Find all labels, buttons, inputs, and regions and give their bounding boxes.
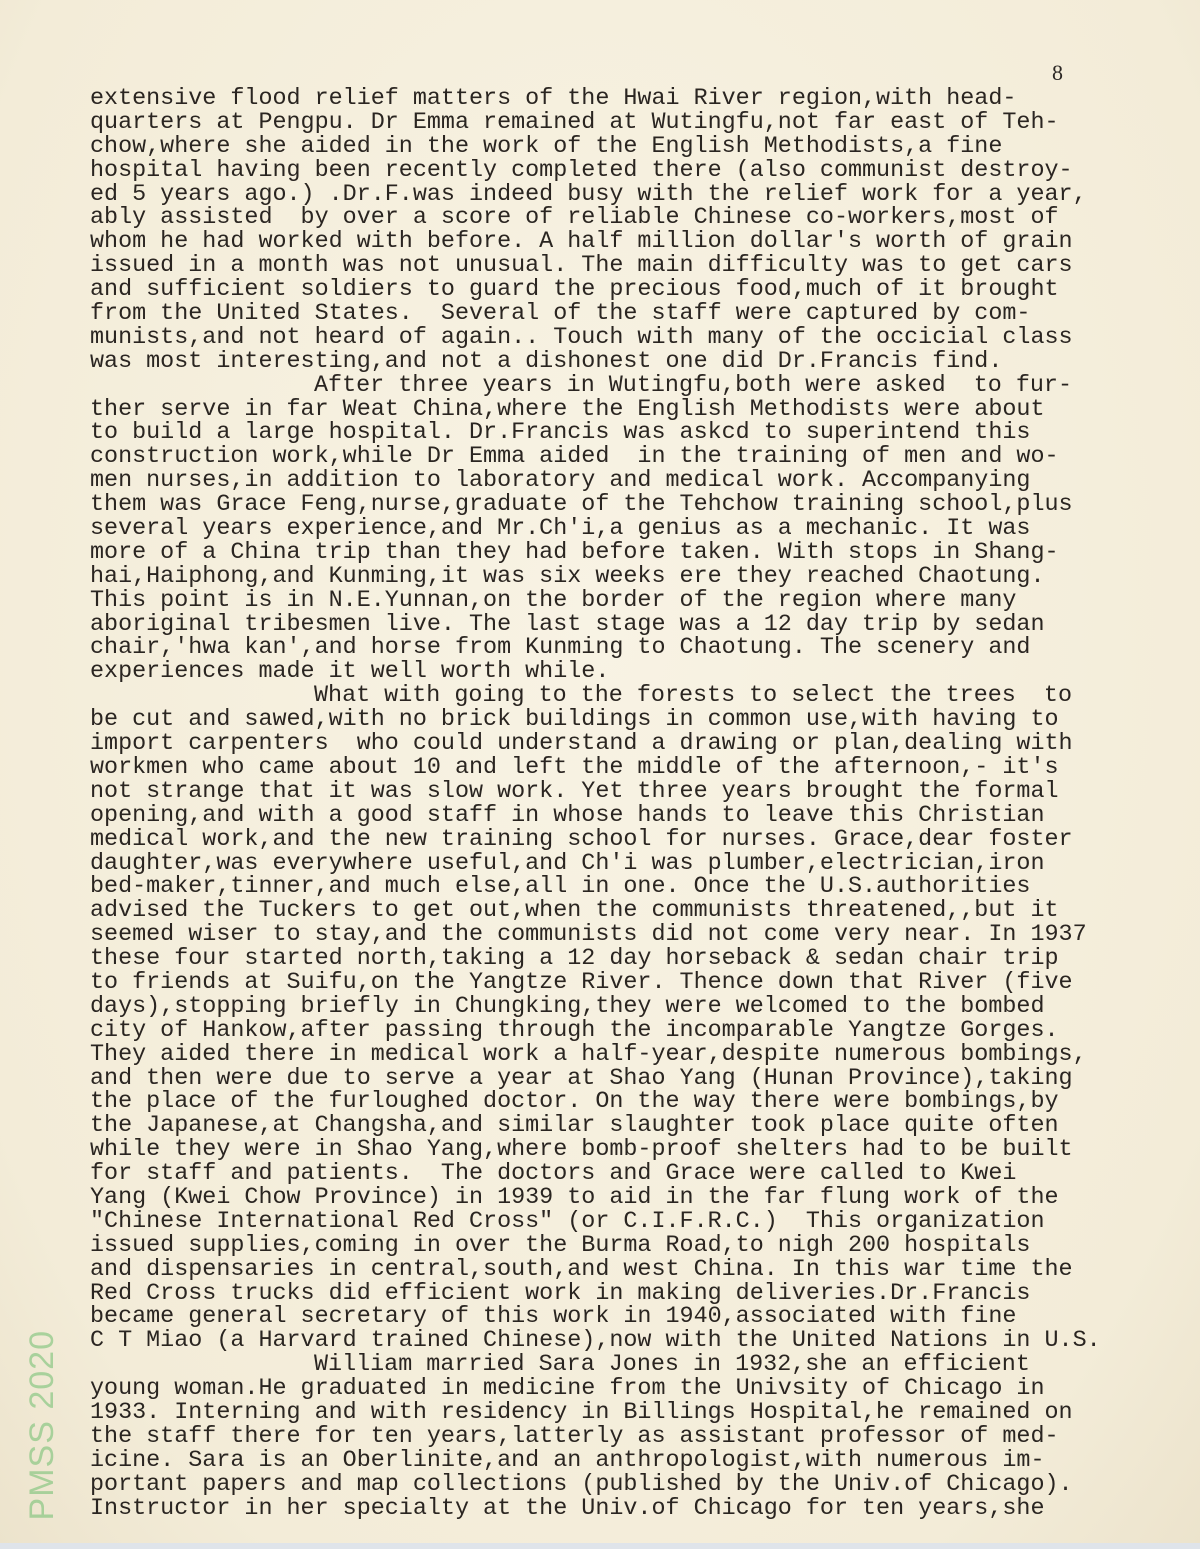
text-line: This point is in N.E.Yunnan,on the border of the region where many <box>90 587 1017 614</box>
text-line: aboriginal tribesmen live. The last stage was a 12 day trip by sedan <box>90 611 1045 638</box>
text-line: After three years in Wutingfu,both were asked to fur- <box>314 372 1072 399</box>
text-line: chow,where she aided in the work of the English Methodists,a fine <box>90 133 1003 160</box>
text-line: for staff and patients. The doctors and Grace were called to Kwei <box>90 1161 1017 1188</box>
text-line: 1933. Interning and with residency in Billings Hospital,he remained on <box>90 1399 1073 1426</box>
text-line: They aided there in medical work a half-year,despite numerous bombings, <box>90 1041 1087 1068</box>
text-line: from the United States. Several of the staff were captured by com- <box>90 301 1031 328</box>
text-line: William married Sara Jones in 1932,she an efficient <box>314 1352 1030 1379</box>
text-line: ably assisted by over a score of reliable Chinese co-workers,most of <box>90 205 1059 232</box>
text-line: and dispensaries in central,south,and west China. In this war time the <box>90 1256 1073 1283</box>
text-line: men nurses,in addition to laboratory and medical work. Accompanying <box>90 468 1031 495</box>
text-line: these four started north,taking a 12 day horseback & sedan chair trip <box>90 946 1059 973</box>
text-line: them was Grace Feng,nurse,graduate of the Tehchow training school,plus <box>90 492 1073 519</box>
text-line: workmen who came about 10 and left the middle of the afternoon,- it's <box>90 754 1059 781</box>
text-line: hospital having been recently completed there (also communist destroy- <box>90 157 1073 184</box>
text-line: several years experience,and Mr.Ch'i,a genius as a mechanic. It was <box>90 516 1031 543</box>
text-line: and then were due to serve a year at Shao Yang (Hunan Province),taking <box>90 1065 1073 1092</box>
text-line: to build a large hospital. Dr.Francis was askcd to superintend this <box>90 420 1031 447</box>
text-line: Instructor in her specialty at the Univ.of Chicago for ten years,she <box>90 1495 1045 1522</box>
text-line: became general secretary of this work in 1940,associated with fine <box>90 1304 1017 1331</box>
text-line: hai,Haiphong,and Kunming,it was six weeks ere they reached Chaotung. <box>90 563 1045 590</box>
text-line: opening,and with a good staff in whose hands to leave this Christian <box>90 802 1045 829</box>
text-line: import carpenters who could understand a drawing or plan,dealing with <box>90 731 1073 758</box>
text-line: ther serve in far Weat China,where the English Methodists were about <box>90 396 1045 423</box>
text-line: "Chinese International Red Cross" (or C.I.F.R.C.) This organization <box>90 1208 1045 1235</box>
text-line: days),stopping briefly in Chungking,they were welcomed to the bombed <box>90 993 1045 1020</box>
text-line: portant papers and map collections (published by the Univ.of Chicago). <box>90 1471 1073 1498</box>
text-line: medical work,and the new training school for nurses. Grace,dear foster <box>90 826 1073 853</box>
text-line: chair,'hwa kan',and horse from Kunming to Chaotung. The scenery and <box>90 635 1031 662</box>
text-line: seemed wiser to stay,and the communists did not come very near. In 1937 <box>90 922 1087 949</box>
text-line: whom he had worked with before. A half million dollar's worth of grain <box>90 229 1073 256</box>
text-line: Red Cross trucks did efficient work in making deliveries.Dr.Francis <box>90 1280 1031 1307</box>
text-line: Yang (Kwei Chow Province) in 1939 to aid in the far flung work of the <box>90 1184 1059 1211</box>
text-line: issued in a month was not unusual. The main difficulty was to get cars <box>90 253 1073 280</box>
text-line: was most interesting,and not a dishonest one did Dr.Francis find. <box>90 348 1003 375</box>
text-line: bed-maker,tinner,and much else,all in one. Once the U.S.authorities <box>90 874 1031 901</box>
text-line: C T Miao (a Harvard trained Chinese),now with the United Nations in U.S. <box>90 1328 1101 1355</box>
watermark: PMSS 2020 <box>23 1330 61 1521</box>
text-line: to friends at Suifu,on the Yangtze River. Thence down that River (five <box>90 969 1073 996</box>
text-line: daughter,was everywhere useful,and Ch'i was plumber,electrician,iron <box>90 850 1045 877</box>
document-body <box>90 88 1101 1521</box>
text-line: issued supplies,coming in over the Burma Road,to nigh 200 hospitals <box>90 1232 1031 1259</box>
text-line: ed 5 years ago.) .Dr.F.was indeed busy with the relief work for a year, <box>90 181 1087 208</box>
page-number: 8 <box>1052 60 1063 85</box>
text-line: quarters at Pengpu. Dr Emma remained at Wutingfu,not far east of Teh- <box>90 109 1059 136</box>
text-line: the place of the furloughed doctor. On the way there were bombings,by <box>90 1089 1059 1116</box>
text-line: while they were in Shao Yang,where bomb-proof shelters had to be built <box>90 1137 1073 1164</box>
text-line: What with going to the forests to select the trees to <box>314 683 1072 710</box>
text-line: extensive flood relief matters of the Hwai River region,with head- <box>90 86 1017 112</box>
text-line: city of Hankow,after passing through the incomparable Yangtze Gorges. <box>90 1017 1059 1044</box>
text-line: the Japanese,at Changsha,and similar slaughter took place quite often <box>90 1113 1059 1140</box>
text-line: more of a China trip than they had before taken. With stops in Shang- <box>90 539 1059 566</box>
scan-edge <box>0 1543 1200 1549</box>
text-line: advised the Tuckers to get out,when the communists threatened,,but it <box>90 898 1059 925</box>
text-line: young woman.He graduated in medicine from the Univsity of Chicago in <box>90 1376 1045 1403</box>
text-line: munists,and not heard of again.. Touch with many of the occicial class <box>90 324 1073 351</box>
text-line: the staff there for ten years,latterly as assistant professor of med- <box>90 1423 1059 1450</box>
text-line: experiences made it well worth while. <box>90 659 610 686</box>
text-line: construction work,while Dr Emma aided in the training of men and wo- <box>90 444 1059 471</box>
text-line: not strange that it was slow work. Yet three years brought the formal <box>90 778 1059 805</box>
text-line: icine. Sara is an Oberlinite,and an anthropologist,with numerous im- <box>90 1447 1045 1474</box>
text-line: and sufficient soldiers to guard the precious food,much of it brought <box>90 277 1059 304</box>
text-line: be cut and sawed,with no brick buildings in common use,with having to <box>90 707 1059 734</box>
